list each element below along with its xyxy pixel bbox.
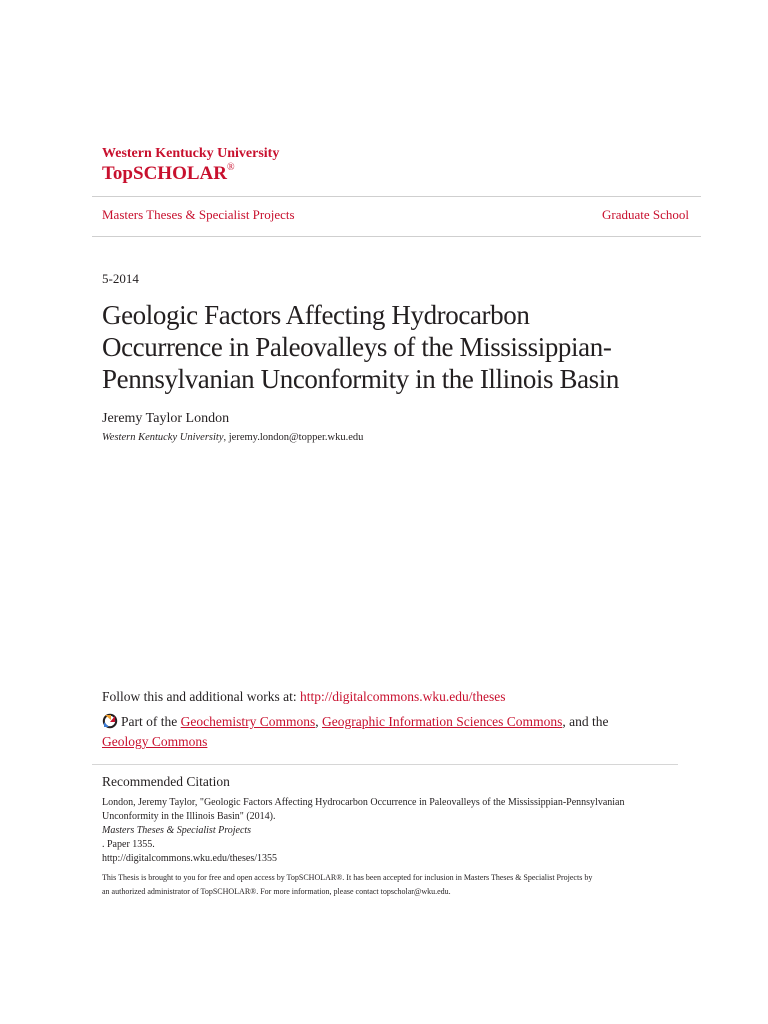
part-of-separator-2: , and the	[562, 714, 609, 729]
citation-divider	[92, 764, 678, 765]
citation-text	[102, 796, 682, 866]
nav-divider	[92, 236, 701, 237]
title-line-2: Occurrence in Paleovalleys of the Mississippian-	[102, 332, 612, 362]
creative-commons-icon	[102, 713, 118, 729]
citation-line-2	[102, 810, 682, 852]
citation-series-name: Masters Theses & Specialist Projects	[102, 825, 252, 836]
citation-line-2-start: Unconformity in the Illinois Basin" (2014).	[102, 811, 276, 822]
part-of-commons	[102, 712, 672, 752]
notice-line-2: an authorized administrator of TopSCHOLAR®. For more information, please contact topscholar@wku.edu.	[102, 887, 451, 896]
gis-commons-link[interactable]: Geographic Information Sciences Commons	[322, 714, 563, 729]
document-title	[102, 299, 722, 395]
brand-name: TopSCHOLAR	[102, 163, 227, 184]
part-of-label: Part of the	[121, 714, 181, 729]
university-name: Western Kentucky University	[102, 146, 280, 161]
citation-line-2-end: . Paper 1355.	[102, 839, 155, 850]
affiliation-email: , jeremy.london@topper.wku.edu	[223, 432, 364, 443]
title-line-1: Geologic Factors Affecting Hydrocarbon	[102, 300, 530, 330]
geochemistry-commons-link[interactable]: Geochemistry Commons	[180, 714, 316, 729]
part-of-separator-1: ,	[315, 714, 322, 729]
affiliation-institution: Western Kentucky University	[102, 432, 224, 443]
citation-url[interactable]: http://digitalcommons.wku.edu/theses/1355	[102, 853, 277, 864]
citation-line-1: London, Jeremy Taylor, "Geologic Factors Affecting Hydrocarbon Occurrence in Paleovalleys of the Mississippian-Pennsylvanian	[102, 797, 625, 808]
repository-brand[interactable]	[102, 162, 235, 185]
department-link[interactable]: Graduate School	[601, 207, 689, 222]
top-divider	[92, 196, 701, 197]
title-line-3: Pennsylvanian Unconformity in the Illinois Basin	[102, 364, 619, 394]
follow-label: Follow this and additional works at:	[102, 689, 300, 704]
author-affiliation	[102, 432, 363, 443]
registered-mark: ®	[226, 162, 235, 173]
citation-heading: Recommended Citation	[102, 774, 230, 789]
notice-line-1: This Thesis is brought to you for free and open access by TopSCHOLAR®. It has been accepted for inclusion in Masters Theses & Specialist Projects by	[102, 873, 593, 882]
collection-url-link[interactable]: http://digitalcommons.wku.edu/theses	[300, 689, 506, 704]
access-notice	[102, 871, 682, 899]
geology-commons-link[interactable]: Geology Commons	[102, 734, 208, 749]
publication-date: 5-2014	[102, 271, 139, 286]
author-name: Jeremy Taylor London	[102, 411, 230, 426]
follow-line	[102, 689, 505, 705]
series-link[interactable]: Masters Theses & Specialist Projects	[102, 207, 295, 222]
